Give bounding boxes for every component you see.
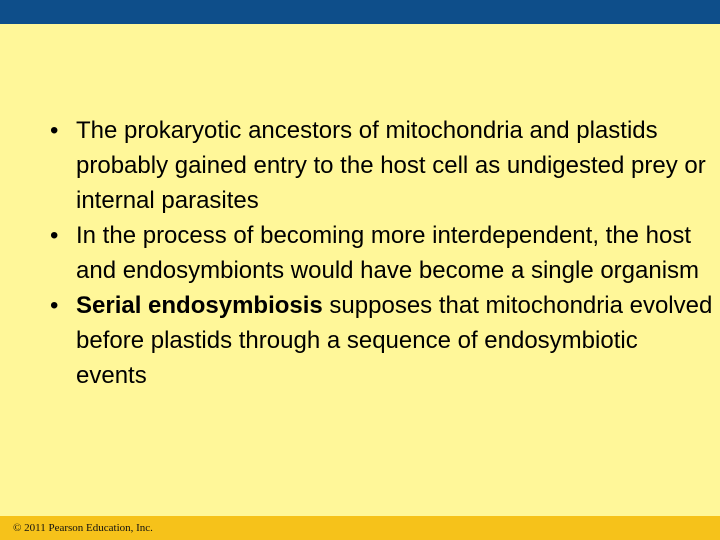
bullet-bold-text: Serial endosymbiosis [76, 292, 323, 319]
bullet-item [50, 218, 715, 288]
bullet-dot: • [50, 292, 59, 319]
bullet-item [50, 288, 715, 393]
bullet-text: supposes that mitochondria evolved before plastids through a sequence of endosymbiotic events [76, 292, 713, 389]
slide-body [50, 113, 715, 393]
bullet-text: In the process of becoming more interdependent, the host and endosymbionts would have become a single organism [76, 222, 700, 284]
copyright-notice: © 2011 Pearson Education, Inc. [13, 522, 153, 534]
top-banner [0, 0, 720, 24]
bullet-dot: • [50, 117, 59, 144]
bullet-text: The prokaryotic ancestors of mitochondria and plastids probably gained entry to the host cell as undigested prey or internal parasites [76, 117, 706, 214]
bullet-item [50, 113, 715, 218]
bullet-dot: • [50, 222, 59, 249]
